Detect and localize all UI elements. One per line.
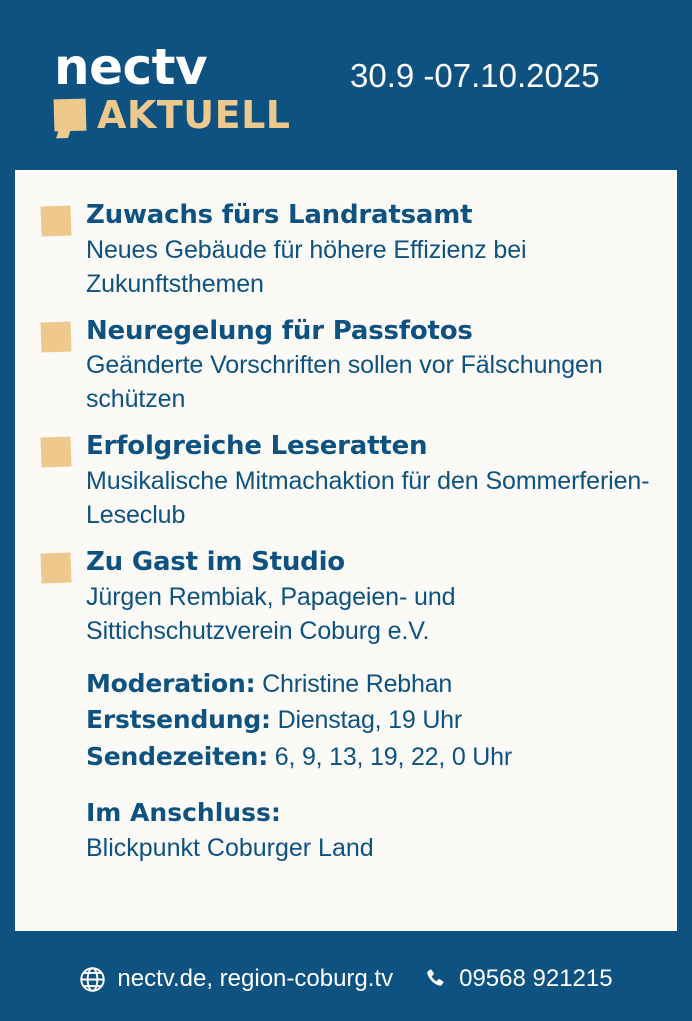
content-card xyxy=(15,170,677,931)
phone-icon xyxy=(423,967,448,992)
poster-header xyxy=(15,0,677,170)
logo-subtitle-row xyxy=(54,93,306,137)
item-subtitle: Jürgen Rembiak, Papageien- und Sittichschutzverein Coburg e.V. xyxy=(86,582,456,645)
square-bullet-icon xyxy=(40,205,71,236)
logo-square-icon xyxy=(54,99,87,132)
meta-row xyxy=(86,666,651,703)
following-program-value: Blickpunkt Coburger Land xyxy=(86,833,374,862)
list-item xyxy=(41,547,651,648)
meta-value: 6, 9, 13, 19, 22, 0 Uhr xyxy=(274,742,512,771)
poster-footer xyxy=(15,943,677,1021)
broadcast-meta xyxy=(41,666,651,776)
following-program xyxy=(41,797,651,865)
list-item xyxy=(41,316,651,417)
square-bullet-icon xyxy=(40,321,71,352)
item-subtitle: Neues Gebäude für höhere Effizienz bei Zukunftsthemen xyxy=(86,235,527,298)
phone-group[interactable] xyxy=(423,965,613,993)
meta-row xyxy=(86,702,651,739)
logo-wordmark: nectv xyxy=(54,38,208,96)
square-bullet-icon xyxy=(40,437,71,468)
meta-row xyxy=(86,739,651,776)
list-item xyxy=(41,200,651,301)
meta-label: Moderation: xyxy=(86,668,256,698)
logo xyxy=(54,38,306,137)
item-subtitle: Musikalische Mitmachaktion für den Sommerferien-Leseclub xyxy=(86,467,650,530)
meta-value: Christine Rebhan xyxy=(262,669,453,698)
meta-value: Dienstag, 19 Uhr xyxy=(277,706,463,735)
item-title: Neuregelung für Passfotos xyxy=(86,315,473,346)
item-subtitle: Geänderte Vorschriften sollen vor Fälschungen schützen xyxy=(86,351,603,414)
meta-label: Erstsendung: xyxy=(86,705,271,735)
website-group[interactable] xyxy=(79,965,393,993)
date-range: 30.9 -07.10.2025 xyxy=(350,57,600,94)
item-title: Zu Gast im Studio xyxy=(86,547,345,578)
square-bullet-icon xyxy=(40,553,71,584)
meta-label: Sendezeiten: xyxy=(86,741,268,771)
globe-icon xyxy=(79,966,106,993)
logo-subtitle: AKTUELL xyxy=(97,93,291,137)
item-title: Erfolgreiche Leseratten xyxy=(86,431,428,462)
item-title: Zuwachs fürs Landratsamt xyxy=(86,200,473,230)
following-program-label: Im Anschluss: xyxy=(86,798,281,828)
phone-text: 09568 921215 xyxy=(459,965,613,992)
website-text: nectv.de, region-coburg.tv xyxy=(117,965,394,992)
list-item xyxy=(41,431,651,532)
